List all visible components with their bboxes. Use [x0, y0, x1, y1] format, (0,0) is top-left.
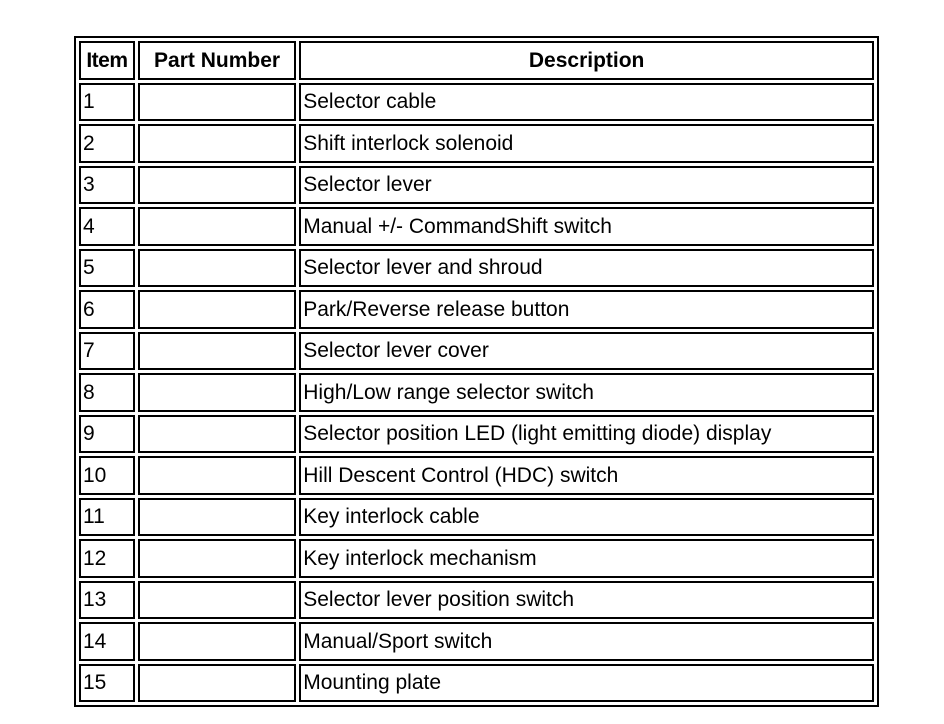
- table-row: [79, 373, 874, 412]
- description-cell: Selector lever position switch: [299, 581, 874, 620]
- header-item: Item: [79, 41, 135, 80]
- part-number-cell: [138, 622, 296, 661]
- description-cell: Selector lever and shroud: [299, 249, 874, 288]
- part-number-cell: [138, 456, 296, 495]
- description-cell: Selector position LED (light emitting diode) display: [299, 415, 874, 454]
- item-cell: 9: [79, 415, 135, 454]
- part-number-cell: [138, 373, 296, 412]
- description-cell: Hill Descent Control (HDC) switch: [299, 456, 874, 495]
- item-cell: 7: [79, 332, 135, 371]
- description-cell: Selector cable: [299, 83, 874, 122]
- table-row: [79, 456, 874, 495]
- parts-table: [74, 36, 879, 707]
- description-cell: Key interlock cable: [299, 498, 874, 537]
- part-number-cell: [138, 498, 296, 537]
- item-cell: 10: [79, 456, 135, 495]
- table-row: [79, 415, 874, 454]
- header-part-number: Part Number: [138, 41, 296, 80]
- item-cell: 14: [79, 622, 135, 661]
- table-row: [79, 124, 874, 163]
- item-cell: 1: [79, 83, 135, 122]
- description-cell: High/Low range selector switch: [299, 373, 874, 412]
- table-row: [79, 207, 874, 246]
- description-cell: Manual +/- CommandShift switch: [299, 207, 874, 246]
- table-row: [79, 332, 874, 371]
- header-row: [79, 41, 874, 80]
- part-number-cell: [138, 166, 296, 205]
- item-cell: 8: [79, 373, 135, 412]
- description-cell: Mounting plate: [299, 664, 874, 703]
- item-cell: 12: [79, 539, 135, 578]
- table-row: [79, 498, 874, 537]
- description-cell: Selector lever: [299, 166, 874, 205]
- item-cell: 15: [79, 664, 135, 703]
- description-cell: Key interlock mechanism: [299, 539, 874, 578]
- header-description: Description: [299, 41, 874, 80]
- part-number-cell: [138, 207, 296, 246]
- table-row: [79, 581, 874, 620]
- item-cell: 11: [79, 498, 135, 537]
- item-cell: 2: [79, 124, 135, 163]
- description-cell: Shift interlock solenoid: [299, 124, 874, 163]
- part-number-cell: [138, 415, 296, 454]
- part-number-cell: [138, 83, 296, 122]
- item-cell: 6: [79, 290, 135, 329]
- table-row: [79, 83, 874, 122]
- description-cell: Manual/Sport switch: [299, 622, 874, 661]
- table-row: [79, 249, 874, 288]
- description-cell: Park/Reverse release button: [299, 290, 874, 329]
- table-header: [79, 41, 874, 80]
- item-cell: 3: [79, 166, 135, 205]
- item-cell: 13: [79, 581, 135, 620]
- table-row: [79, 290, 874, 329]
- part-number-cell: [138, 290, 296, 329]
- table-row: [79, 539, 874, 578]
- table-row: [79, 622, 874, 661]
- item-cell: 4: [79, 207, 135, 246]
- item-cell: 5: [79, 249, 135, 288]
- part-number-cell: [138, 664, 296, 703]
- part-number-cell: [138, 124, 296, 163]
- table-body: [79, 83, 874, 703]
- table-row: [79, 664, 874, 703]
- description-cell: Selector lever cover: [299, 332, 874, 371]
- table-row: [79, 166, 874, 205]
- part-number-cell: [138, 539, 296, 578]
- part-number-cell: [138, 332, 296, 371]
- part-number-cell: [138, 581, 296, 620]
- part-number-cell: [138, 249, 296, 288]
